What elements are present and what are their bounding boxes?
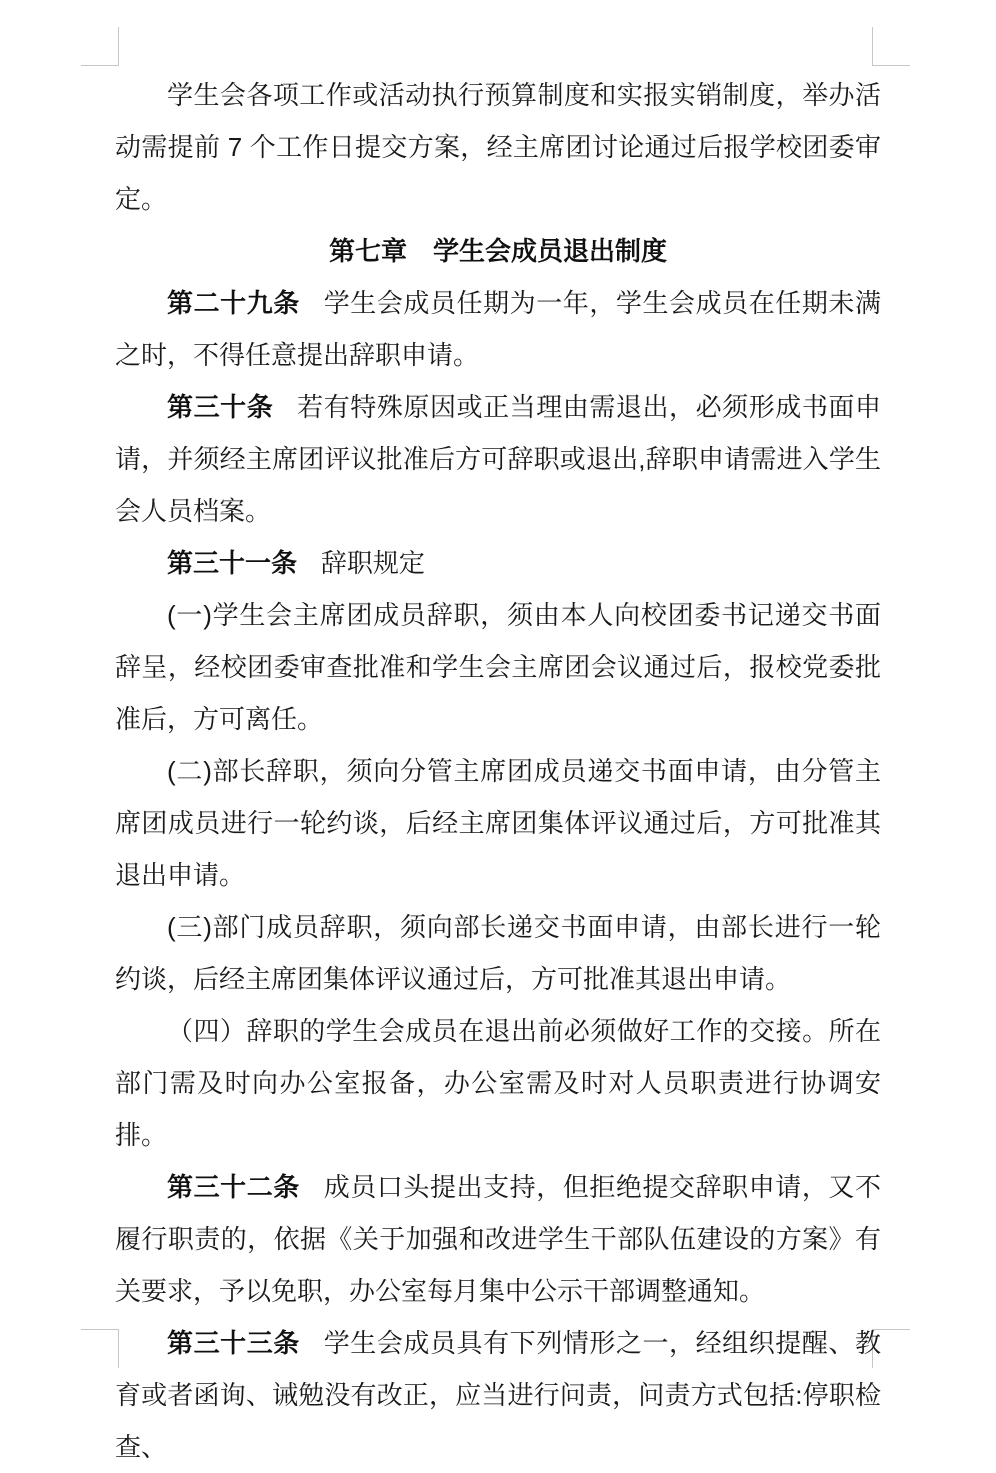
page-corner-mark-top-right: [872, 27, 910, 66]
paragraph-item-4: [115, 1005, 881, 1161]
paragraph-budget-rule: [115, 69, 881, 225]
paragraph-text: 学生会成员任期为一年，学生会成员在任期未满之时，不得任意提出辞职申请。: [115, 288, 881, 370]
paragraph-item-3: [115, 901, 881, 1005]
article-number: 第三十条: [167, 392, 274, 422]
page-corner-mark-bottom-left: [81, 1329, 119, 1368]
paragraph-item-2: [115, 745, 881, 901]
paragraph-article-29: [115, 277, 881, 381]
article-number: 第三十一条: [167, 548, 298, 578]
article-number: 第三十二条: [167, 1172, 300, 1202]
paragraph-article-31: [115, 537, 881, 589]
paragraph-article-33: [115, 1317, 881, 1473]
paragraph-text: 辞职规定: [320, 548, 425, 578]
paragraph-text: (一)学生会主席团成员辞职，须由本人向校团委书记递交书面辞呈，经校团委审查批准和学生会主席团会议通过后，报校党委批准后，方可离任。: [115, 600, 881, 734]
paragraph-text: 成员口头提出支持，但拒绝提交辞职申请，又不履行职责的，依据《关于加强和改进学生干部队伍建设的方案》有关要求，予以免职，办公室每月集中公示干部调整通知。: [115, 1172, 881, 1306]
page-corner-mark-top-left: [81, 27, 119, 66]
paragraph-text: (二)部长辞职，须向分管主席团成员递交书面申请，由分管主席团成员进行一轮约谈，后经主席团集体评议通过后，方可批准其退出申请。: [115, 756, 881, 890]
document-body: [115, 69, 881, 1473]
paragraph-item-1: [115, 589, 881, 745]
article-number: 第三十三条: [167, 1328, 300, 1358]
paragraph-text: 若有特殊原因或正当理由需退出，必须形成书面申请，并须经主席团评议批准后方可辞职或退出,辞职申请需进入学生会人员档案。: [115, 392, 881, 526]
paragraph-article-32: [115, 1161, 881, 1317]
chapter-heading: 第七章 学生会成员退出制度: [328, 236, 667, 266]
paragraph-text: 学生会各项工作或活动执行预算制度和实报实销制度，举办活动需提前 7 个工作日提交方案，经主席团讨论通过后报学校团委审定。: [115, 80, 881, 214]
article-number: 第二十九条: [167, 288, 300, 318]
paragraph-text: （四）辞职的学生会成员在退出前必须做好工作的交接。所在部门需及时向办公室报备，办公室需及时对人员职责进行协调安排。: [115, 1016, 881, 1150]
paragraph-article-30: [115, 381, 881, 537]
paragraph-text: 学生会成员具有下列情形之一，经组织提醒、教育或者函询、诫勉没有改正，应当进行问责，问责方式包括:停职检查、: [115, 1328, 881, 1462]
paragraph-text: (三)部门成员辞职，须向部长递交书面申请，由部长进行一轮约谈，后经主席团集体评议通过后，方可批准其退出申请。: [115, 912, 881, 994]
